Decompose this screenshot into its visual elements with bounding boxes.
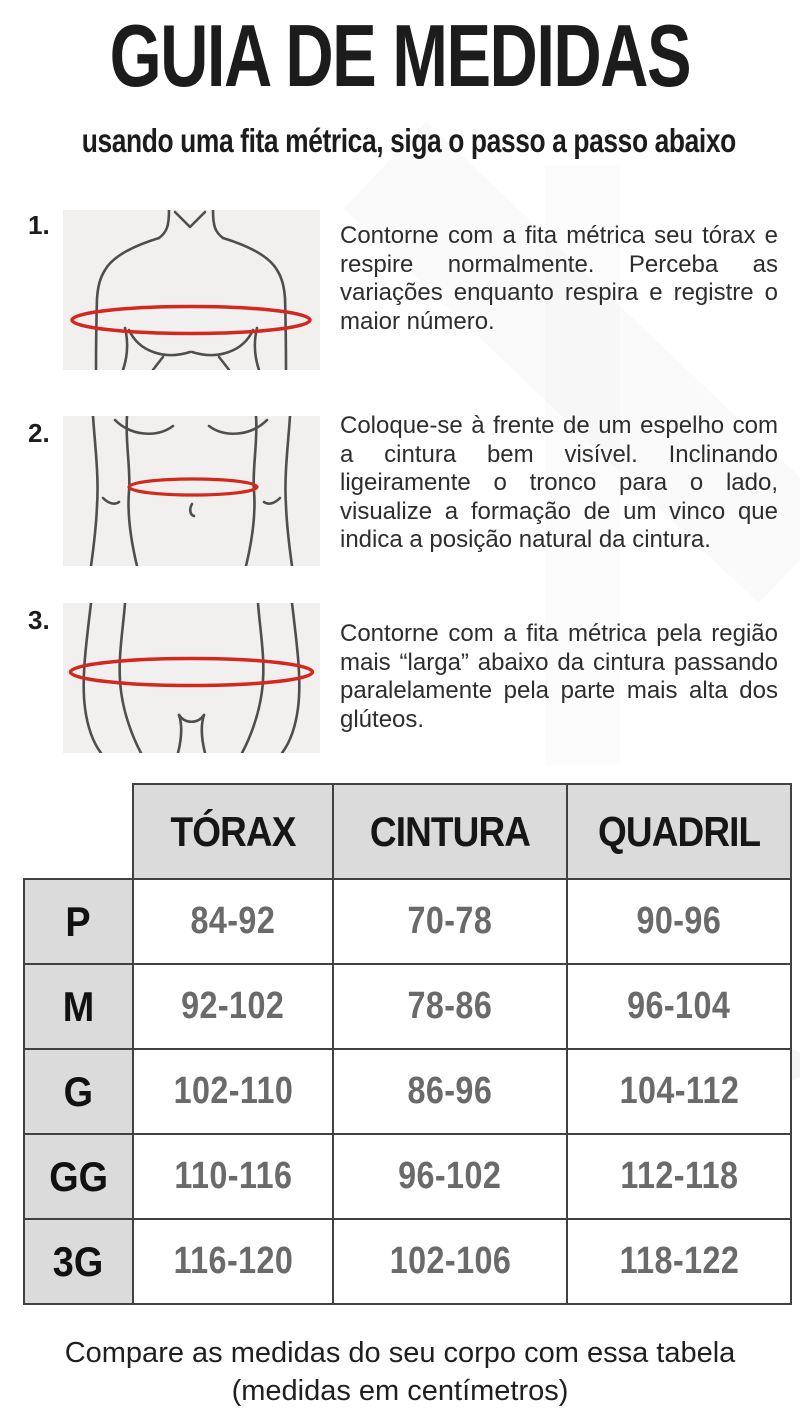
page-title: [0, 6, 800, 118]
chest-with-measuring-tape-icon: [63, 210, 320, 370]
torax-value: 102-110: [133, 1049, 333, 1134]
step-1-number: 1.: [28, 210, 50, 240]
page-title-text: GUIA DE MEDIDAS: [109, 6, 691, 105]
size-label: P: [24, 879, 133, 964]
hips-with-measuring-tape-icon: [63, 603, 320, 753]
footer-note-line1: Compare as medidas do seu corpo com essa tabela: [64, 1337, 736, 1369]
page-subtitle-text: usando uma fita métrica, siga o passo a passo abaixo: [81, 122, 736, 159]
quadril-value: 118-122: [567, 1219, 791, 1304]
size-label: G: [24, 1049, 133, 1134]
size-label: GG: [24, 1134, 133, 1219]
cintura-value: 70-78: [333, 879, 567, 964]
cintura-value: 78-86: [333, 964, 567, 1049]
size-row-gg: [24, 1134, 791, 1219]
step-1-instruction: Contorne com a fita métrica seu tórax e respire normalmente. Perceba as variações enquanto respira e registre o maior número.: [340, 222, 778, 335]
size-row-3g: [24, 1219, 791, 1304]
torax-value: 110-116: [133, 1134, 333, 1219]
torax-value: 116-120: [133, 1219, 333, 1304]
cintura-value: 102-106: [333, 1219, 567, 1304]
waist-with-measuring-tape-icon: [63, 416, 320, 566]
size-label: M: [24, 964, 133, 1049]
quadril-value: 90-96: [567, 879, 791, 964]
cintura-value: 96-102: [333, 1134, 567, 1219]
size-table-corner-cell: [24, 784, 133, 879]
size-table-header-row: [24, 784, 791, 879]
size-table: [23, 783, 792, 1305]
step-2-number: 2.: [28, 418, 50, 448]
step-3-number: 3.: [28, 605, 50, 635]
torax-value: 92-102: [133, 964, 333, 1049]
quadril-value: 104-112: [567, 1049, 791, 1134]
column-header-cintura: CINTURA: [333, 784, 567, 879]
footer-note: [0, 1334, 800, 1410]
column-header-torax: TÓRAX: [133, 784, 333, 879]
step-2-instruction: Coloque-se à frente de um espelho com a cintura bem visível. Inclinando ligeiramente o tronco para o lado, visualize a formação de um vinco que indica a posição natural da cintura.: [340, 412, 778, 553]
step-3-instruction: Contorne com a fita métrica pela região mais “larga” abaixo da cintura passando paralelamente pela parte mais alta dos glúteos.: [340, 620, 778, 733]
size-row-g: [24, 1049, 791, 1134]
footer-note-line2: (medidas em centímetros): [231, 1375, 569, 1407]
size-label: 3G: [24, 1219, 133, 1304]
page-subtitle: [0, 122, 800, 160]
quadril-value: 96-104: [567, 964, 791, 1049]
column-header-quadril: QUADRIL: [567, 784, 791, 879]
quadril-value: 112-118: [567, 1134, 791, 1219]
torax-value: 84-92: [133, 879, 333, 964]
cintura-value: 86-96: [333, 1049, 567, 1134]
size-row-m: [24, 964, 791, 1049]
size-row-p: [24, 879, 791, 964]
